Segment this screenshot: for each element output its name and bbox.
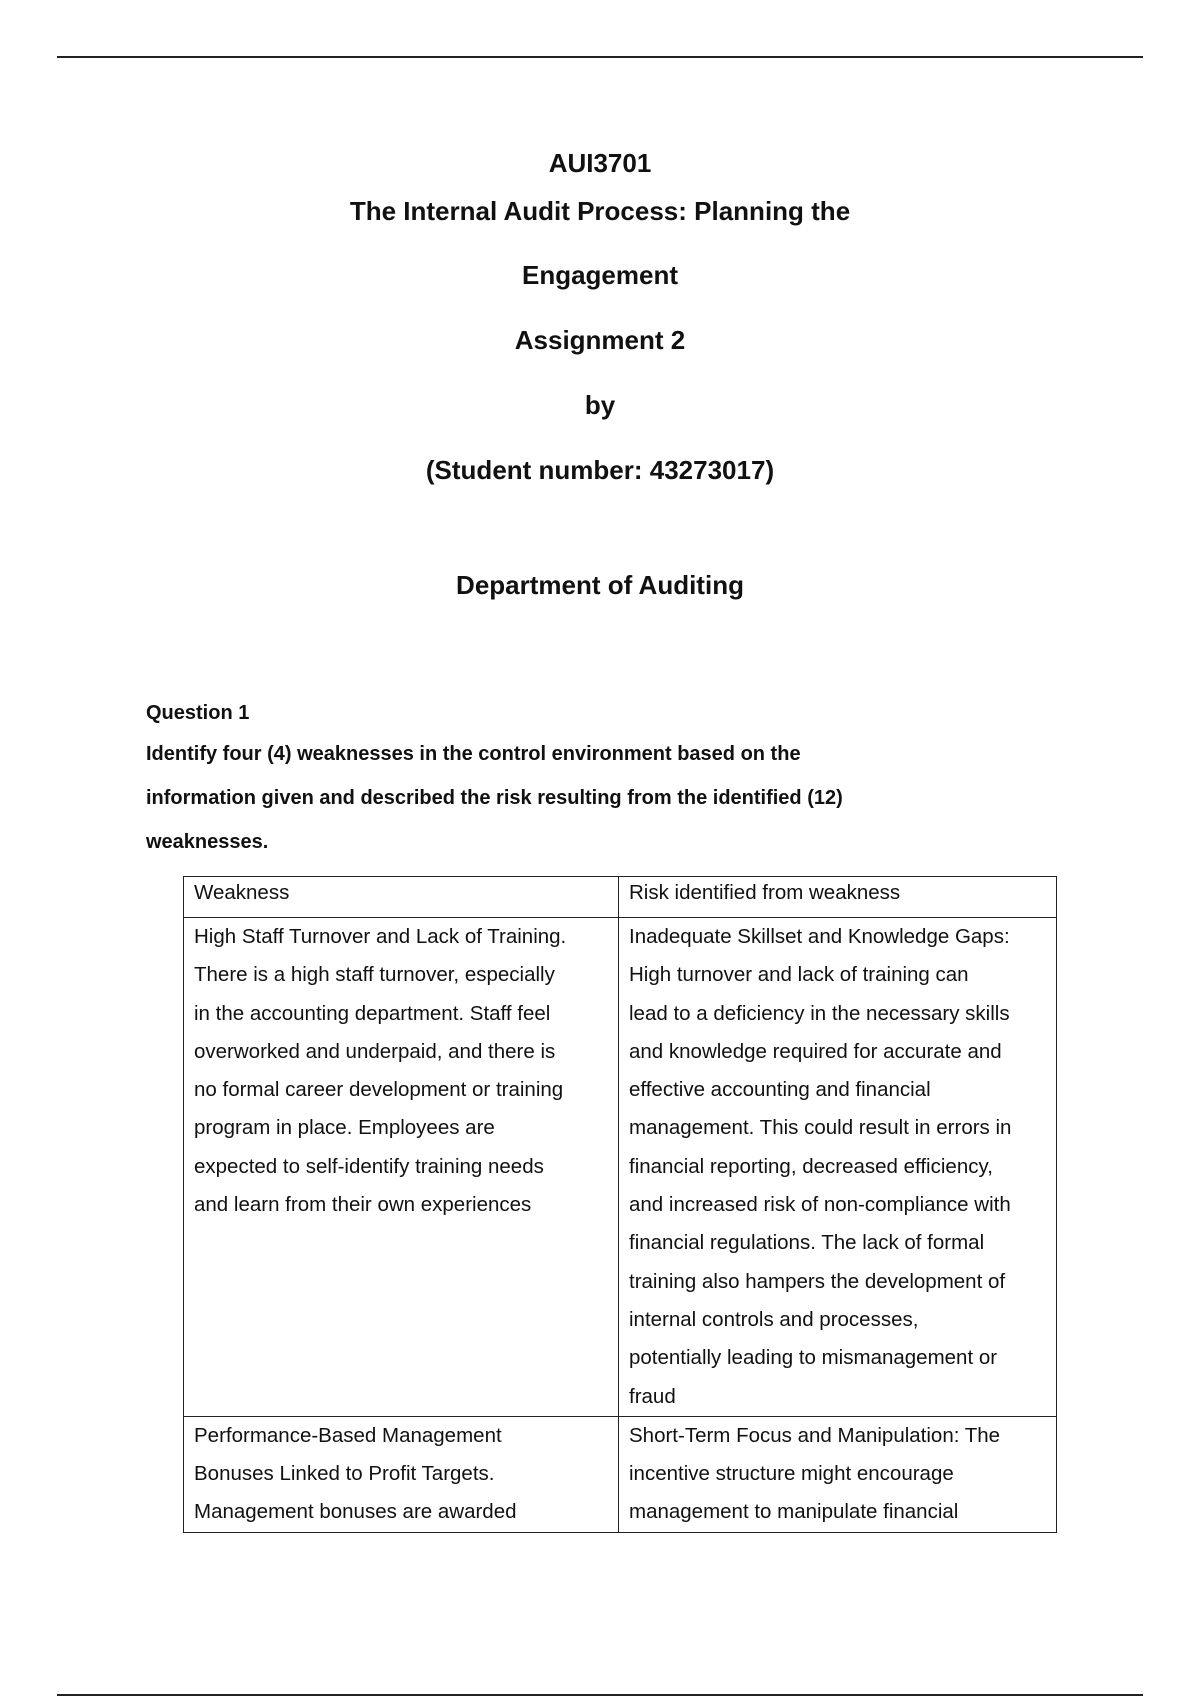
cell-line: potentially leading to mismanagement or xyxy=(629,1346,998,1370)
by-label: by xyxy=(584,390,616,420)
cell-line: and knowledge required for accurate and xyxy=(629,1039,1002,1063)
department-name: Department of Auditing xyxy=(456,570,744,600)
cell-line: in the accounting department. Staff feel xyxy=(194,1001,551,1025)
weakness-cell xyxy=(184,1416,619,1532)
table-header-row xyxy=(184,877,1057,918)
cell-line: and learn from their own experiences xyxy=(194,1193,532,1217)
cell-line: Inadequate Skillset and Knowledge Gaps: xyxy=(629,925,1010,948)
cell-line: There is a high staff turnover, especially xyxy=(194,963,555,987)
header-risk: Risk identified from weakness xyxy=(619,877,1057,918)
course-code: AUI3701 xyxy=(548,148,652,178)
cell-line: no formal career development or training xyxy=(194,1078,564,1102)
table-row xyxy=(184,918,1057,1417)
cell-line: incentive structure might encourage xyxy=(629,1462,954,1486)
cell-line: Short-Term Focus and Manipulation: The xyxy=(629,1423,1001,1447)
risk-cell xyxy=(619,1416,1057,1532)
cell-line: training also hampers the development of xyxy=(629,1269,1006,1293)
header-weakness: Weakness xyxy=(184,877,619,918)
cell-line: management to manipulate financial xyxy=(629,1500,959,1524)
cell-line: Bonuses Linked to Profit Targets. xyxy=(194,1462,495,1486)
weakness-risk-table xyxy=(183,876,1057,1533)
top-page-rule xyxy=(57,56,1143,58)
cell-line: High turnover and lack of training can xyxy=(629,963,969,987)
cell-line: expected to self-identify training needs xyxy=(194,1154,544,1178)
course-title-line2: Engagement xyxy=(521,260,679,290)
cell-line: High Staff Turnover and Lack of Training. xyxy=(194,925,567,948)
cell-line: fraud xyxy=(629,1384,676,1408)
cell-line: Management bonuses are awarded xyxy=(194,1500,517,1524)
risk-cell xyxy=(619,918,1057,1417)
cell-line: program in place. Employees are xyxy=(194,1116,495,1140)
cell-line: financial reporting, decreased efficiency, xyxy=(629,1154,993,1178)
weakness-cell xyxy=(184,918,619,1417)
question-heading: Question 1 xyxy=(146,702,250,724)
course-title-line1: The Internal Audit Process: Planning the xyxy=(349,196,851,226)
cell-line: Performance-Based Management xyxy=(194,1423,502,1447)
question-prompt-line-3: weaknesses. xyxy=(146,831,269,853)
table-row xyxy=(184,1416,1057,1532)
question-prompt-line-1: Identify four (4) weaknesses in the control environment based on the xyxy=(146,743,801,765)
cell-line: management. This could result in errors in xyxy=(629,1116,1012,1140)
cell-line: internal controls and processes, xyxy=(629,1307,919,1331)
cell-line: overworked and underpaid, and there is xyxy=(194,1039,556,1063)
cell-line: financial regulations. The lack of formal xyxy=(629,1231,985,1255)
bottom-page-rule xyxy=(57,1694,1143,1696)
student-number: (Student number: 43273017) xyxy=(425,455,775,485)
cell-line: lead to a deficiency in the necessary skills xyxy=(629,1001,1010,1025)
cell-line: effective accounting and financial xyxy=(629,1078,931,1102)
assignment-title: Assignment 2 xyxy=(514,325,686,355)
cell-line: and increased risk of non-compliance with xyxy=(629,1193,1011,1217)
question-prompt-line-2: information given and described the risk resulting from the identified (12) xyxy=(146,787,843,809)
